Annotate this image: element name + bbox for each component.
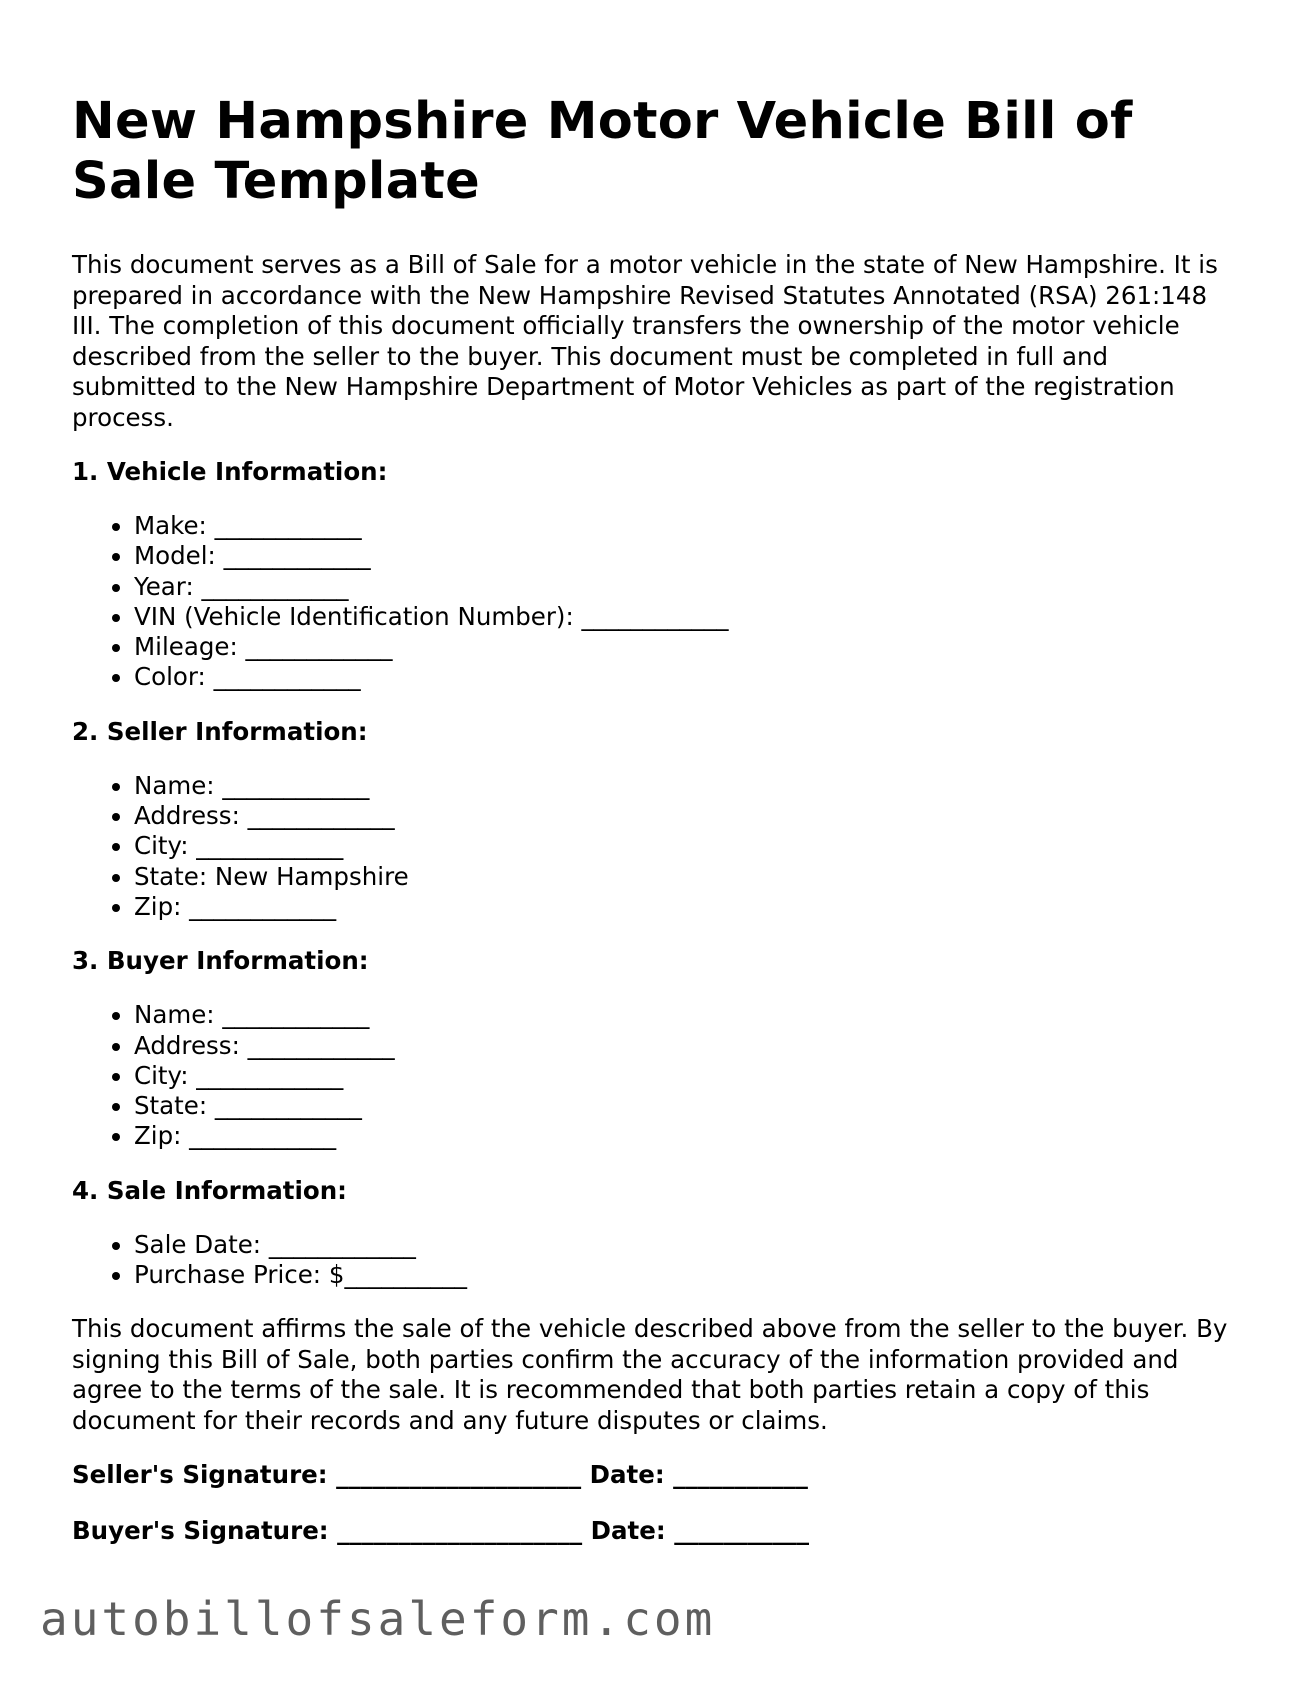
list-item: • State: ____________ (134, 1091, 1232, 1121)
buyer-section-heading: 3. Buyer Information: (72, 946, 369, 976)
list-item: • Zip: ____________ (134, 892, 1232, 922)
buyer-signature-line: Buyer's Signature: ____________________ Date: ___________ (72, 1516, 809, 1546)
list-item: • Name: ____________ (134, 1000, 1232, 1030)
intro-paragraph: This document serves as a Bill of Sale for a motor vehicle in the state of New Hampshire. It is prepared in accordance with the New Hampshire Revised Statutes Annotated (RSA) 261:148 III. The completion of this document officially transfers the ownership of the motor vehicle described from the seller to the buyer. This document must be completed in full and submitted to the New Hampshire Department of Motor Vehicles as part of the registration process. (72, 250, 1218, 432)
watermark: autobillofsaleform.com (40, 1592, 716, 1646)
list-item: • VIN (Vehicle Identification Number): ____________ (134, 602, 1232, 632)
buyer-info-list (72, 1000, 1232, 1151)
list-item: • Year: ____________ (134, 572, 1232, 602)
seller-section-heading: 2. Seller Information: (72, 716, 368, 746)
closing-paragraph: This document affirms the sale of the vehicle described above from the seller to the buyer. By signing this Bill of Sale, both parties confirm the accuracy of the information provided and agree to the terms of the sale. It is recommended that both parties retain a copy of this document for their records and any future disputes or claims. (72, 1314, 1228, 1435)
list-item: • Mileage: ____________ (134, 632, 1232, 662)
list-item: • Address: ____________ (134, 801, 1232, 831)
list-item: • Make: ____________ (134, 511, 1232, 541)
list-item: • State: New Hampshire (134, 862, 1232, 892)
list-item: • City: ____________ (134, 831, 1232, 861)
list-item: • Model: ____________ (134, 541, 1232, 571)
seller-info-list (72, 771, 1232, 922)
document-page (72, 92, 1232, 1572)
list-item: • Sale Date: ____________ (134, 1230, 1232, 1260)
seller-signature-line: Seller's Signature: ____________________ Date: ___________ (72, 1460, 808, 1490)
list-item: • Address: ____________ (134, 1031, 1232, 1061)
vehicle-info-list (72, 511, 1232, 693)
vehicle-section-heading: 1. Vehicle Information: (72, 457, 388, 486)
list-item: • Color: ____________ (134, 662, 1232, 692)
list-item: • Name: ____________ (134, 771, 1232, 801)
list-item: • Purchase Price: $__________ (134, 1260, 1232, 1290)
document-title: New Hampshire Motor Vehicle Bill of Sale Template (72, 92, 1133, 211)
list-item: • Zip: ____________ (134, 1121, 1232, 1151)
sale-info-list (72, 1230, 1232, 1291)
sale-section-heading: 4. Sale Information: (72, 1175, 347, 1205)
list-item: • City: ____________ (134, 1061, 1232, 1091)
